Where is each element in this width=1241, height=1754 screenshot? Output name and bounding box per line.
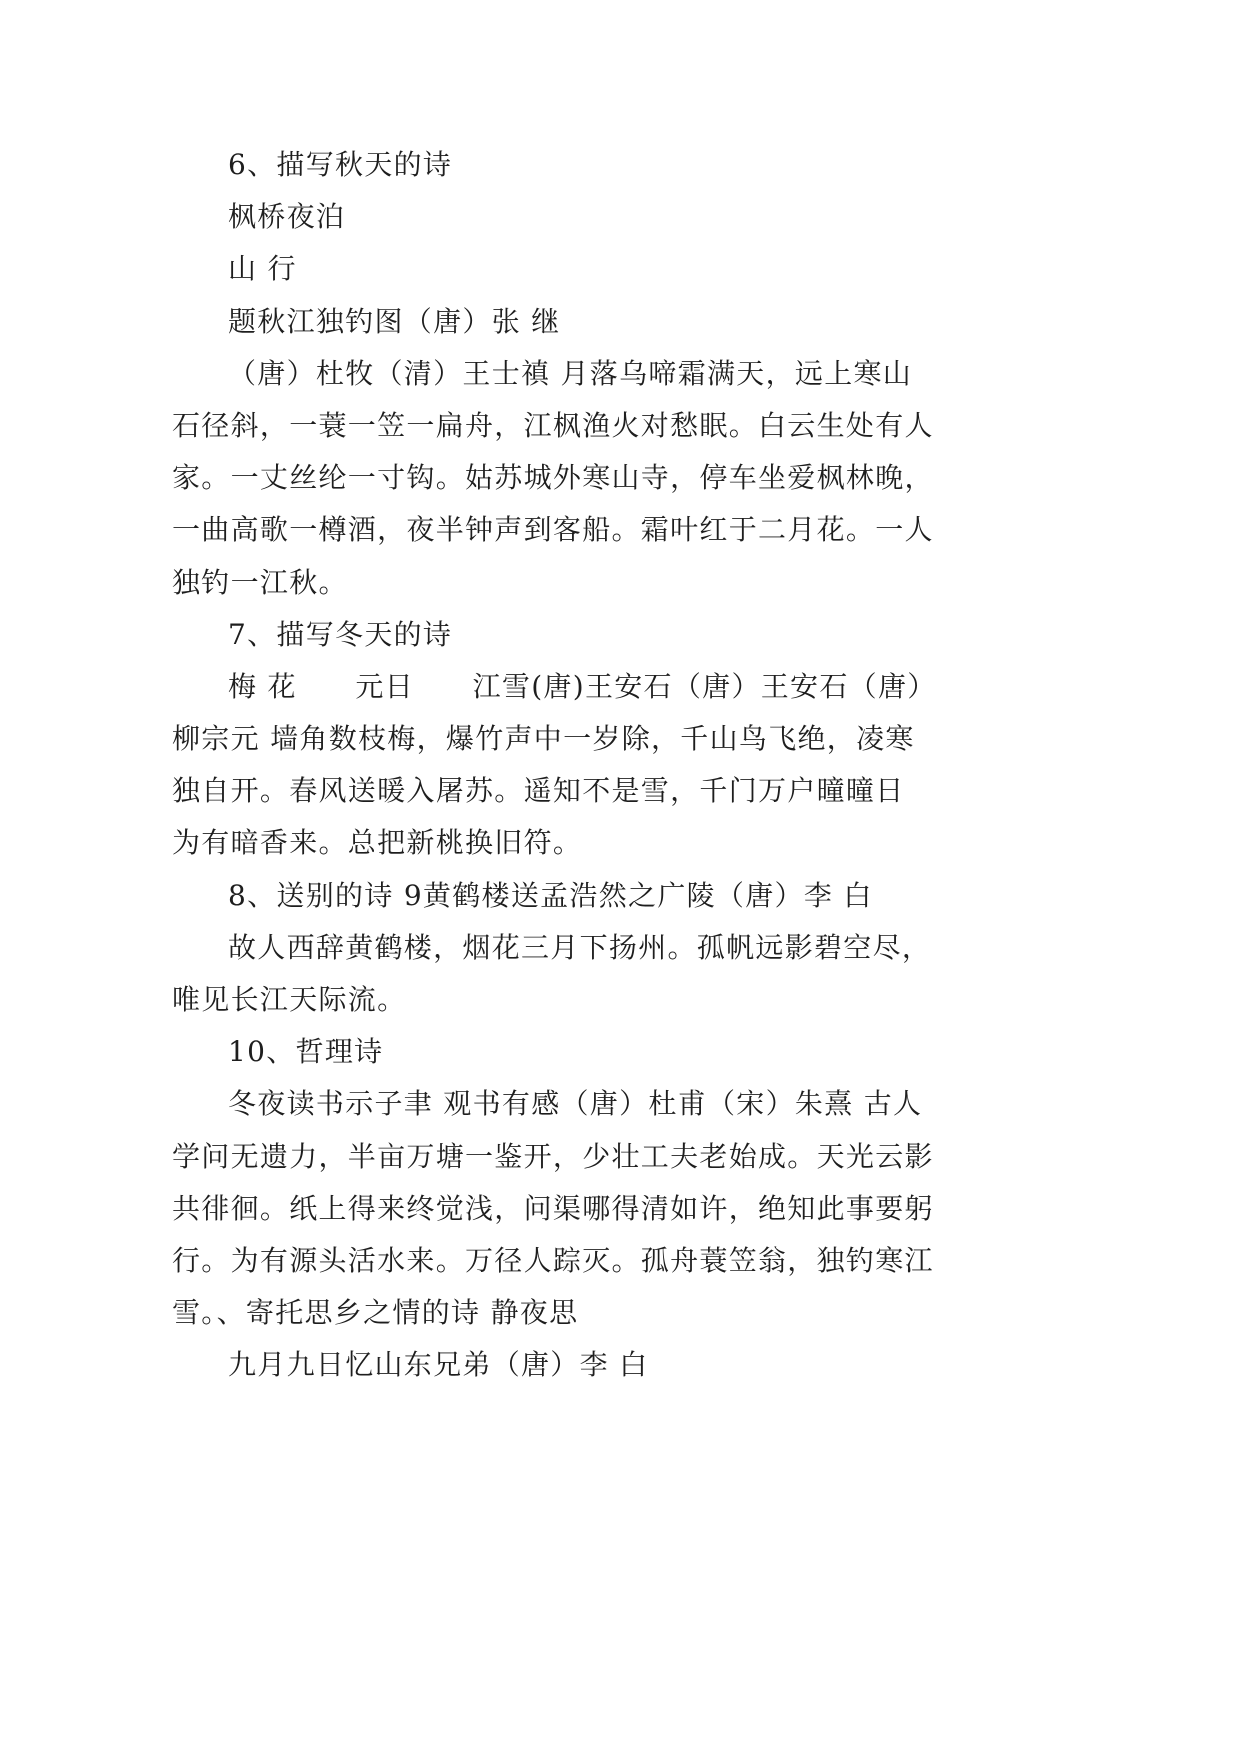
text-line: 行。为有源头活水来。万径人踪灭。孤舟蓑笠翁，独钓寒江 — [172, 1243, 934, 1277]
text-line: 故人西辞黄鹤楼，烟花三月下扬州。孤帆远影碧空尽， — [228, 930, 932, 964]
text-line: 学问无遗力，半亩万塘一鉴开，少壮工夫老始成。天光云影 — [172, 1139, 934, 1173]
text-line: 冬夜读书示子聿 观书有感（唐）杜甫（宋）朱熹 古人 — [228, 1087, 923, 1121]
poem-title: 枫桥夜泊 — [228, 200, 346, 234]
text-line: 独自开。春风送暖入屠苏。遥知不是雪，千门万户曈曈日 — [172, 774, 905, 808]
poem-title: 题秋江独钓图（唐）张 继 — [228, 304, 561, 338]
text-line: 雪。、寄托思乡之情的诗 静夜思 — [172, 1296, 579, 1330]
document-body — [172, 139, 1072, 1392]
text-line: 一曲高歌一樽酒，夜半钟声到客船。霜叶红于二月花。一人 — [172, 513, 934, 547]
section-heading-winter: 7、描写冬天的诗 — [228, 617, 453, 651]
text-line: 梅 花 元日 江雪(唐)王安石（唐）王安石（唐） — [228, 669, 937, 703]
text-line: 共徘徊。纸上得来终觉浅，问渠哪得清如许，绝知此事要躬 — [172, 1191, 934, 1225]
text-line: 石径斜，一蓑一笠一扁舟，江枫渔火对愁眠。白云生处有人 — [172, 408, 934, 442]
text-line: 独钓一江秋。 — [172, 565, 348, 599]
text-line: 唯见长江天际流。 — [172, 983, 407, 1016]
section-heading-farewell: 8、送别的诗 9黄鹤楼送孟浩然之广陵（唐）李 白 — [228, 878, 873, 912]
text-line: 家。一丈丝纶一寸钩。姑苏城外寒山寺，停车坐爱枫林晚， — [172, 461, 934, 495]
poem-title: 山 行 — [228, 252, 297, 286]
section-heading-philosophy: 10、哲理诗 — [228, 1035, 384, 1069]
poem-title: 九月九日忆山东兄弟（唐）李 白 — [228, 1348, 649, 1382]
text-line: （唐）杜牧（清）王士禛 月落乌啼霜满天，远上寒山 — [228, 356, 913, 390]
text-line: 柳宗元 墙角数枝梅，爆竹声中一岁除，千山鸟飞绝，凌寒 — [172, 722, 915, 756]
text-line: 为有暗香来。总把新桃换旧符。 — [172, 826, 583, 860]
section-heading-autumn: 6、描写秋天的诗 — [228, 148, 453, 181]
